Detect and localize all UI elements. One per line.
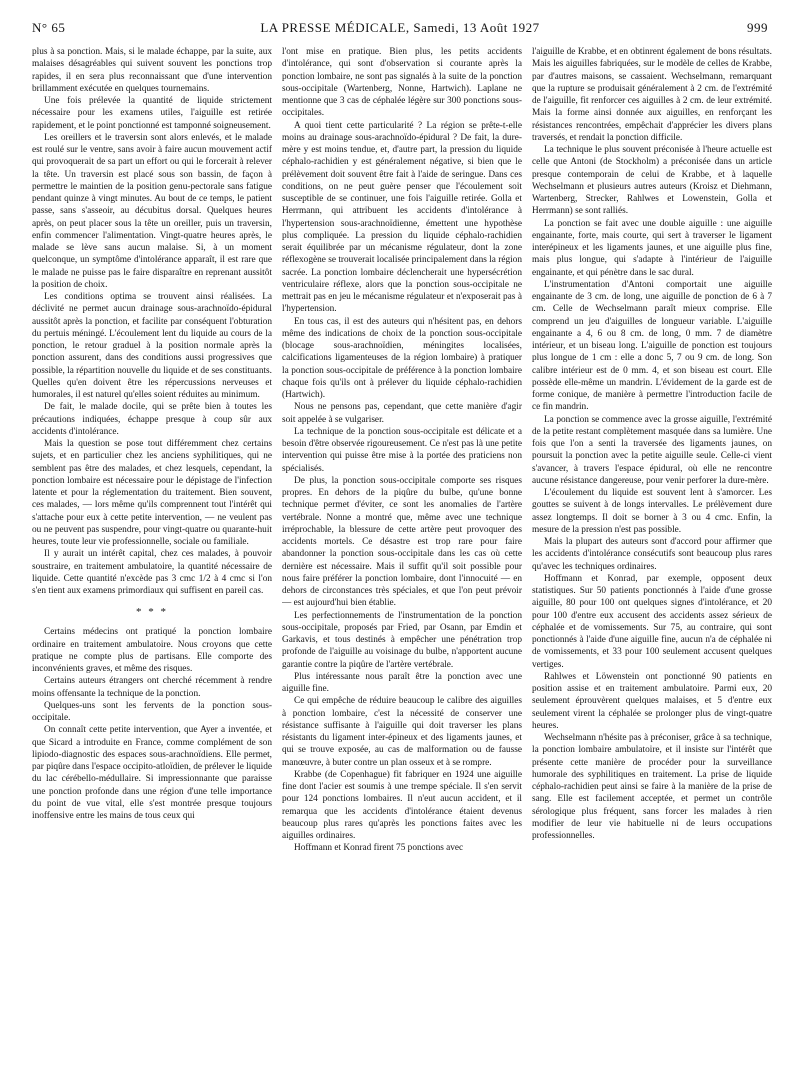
paragraph: Rahlwes et Löwenstein ont ponctionné 90 patients en position assise et en traitement ambulatoire. Parmi eux, 20 seulement éprouvèrent quelques malaises, et 5 d'entre eux seulement virent la céphalée se prolonger plus de vingt-quatre heures. bbox=[532, 671, 772, 731]
paragraph: Hoffmann et Konrad, par exemple, opposent deux statistiques. Sur 50 patients ponctionnés à l'aide d'une grosse aiguille, 80 pour 100 ont quelques signes d'intolérance, et 20 pour 100 d'entre eux accusent des accidents assez sérieux de céphalée et de vomissements. Sur 75, au contraire, qui sont ponctionnés à l'aide d'une aiguille fine, aucun n'a de céphalée ni de vomissements, et 33 pour 100 seulement accusent quelques vertiges. bbox=[532, 573, 772, 670]
paragraph: Les perfectionnements de l'instrumentation de la ponction sous-occipitale, proposés par Fried, par Osann, par Emdin et Garkavis, et tous destinés à empêcher une pénétration trop profonde de l'aiguille au voisinage du bulbe, n'apportent aucune garantie contre la piqûre de l'artère vertébrale. bbox=[282, 610, 522, 670]
paragraph: Wechselmann n'hésite pas à préconiser, grâce à sa technique, la ponction lombaire ambulatoire, et il insiste sur l'intérêt que présente cette manière de procéder pour la surveillance humorale des syphilitiques en traitement. La prise de liquide céphalo-rachidien peut ainsi se faire à la manière de la prise de sang. Elle est facilement acceptée, et permet un contrôle sérologique plus fréquent, sans forcer les malades à rien modifier de leur vie habituelle ni de leurs occupations professionnelles. bbox=[532, 733, 772, 841]
paragraph: Les oreillers et le traversin sont alors enlevés, et le malade est roulé sur le ventre, sans avoir à faire aucun mouvement actif qui provoquerait de sa part un effort ou qui le forcerait à relever la tête. Un traversin est placé sous son bassin, de façon à permettre le maintien de la position genu-pectorale sans fatigue pendant quinze à vingt minutes. Au bout de ce temps, le patient passe, sans s'asseoir, au décubitus dorsal. Quelques heures après, on peut placer sous la tête un oreiller, puis un traversin, enfin commencer l'alimentation. Vingt-quatre heures après, le malade se lève sans aucun malaise. Si, à un moment quelconque, un symptôme d'intolérance apparaît, il est rare que le malade ne puisse pas le faire disparaître en reprenant aussitôt la position de choix. bbox=[32, 132, 272, 290]
paragraph: Mais la question se pose tout différemment chez certains sujets, et en particulier chez les anciens syphilitiques, qui ne semblent pas être des malades, et chez lesquels, cependant, la ponction lombaire est nécessaire pour le dépistage de l'infection latente et pour la réglementation du traitement. Bien souvent, ces malades, — lors même qu'ils comprennent tout l'intérêt qui s'attache pour eux à cette petite intervention, — ne veulent pas ou ne peuvent pas suspendre, pour vingt-quatre ou quarante-huit heures, toute leur vie professionnelle, sociale ou familiale. bbox=[32, 439, 272, 547]
paragraph: Quelques-uns sont les fervents de la ponction sous-occipitale. bbox=[32, 700, 272, 723]
paragraph: Certains médecins ont pratiqué la ponction lombaire ordinaire en traitement ambulatoire. Nous croyons que cette pratique ne compte plus de partisans. Elle comporte des inconvénients graves, et même des risques. bbox=[32, 627, 272, 674]
column-left bbox=[32, 46, 272, 1076]
paragraph: Nous ne pensons pas, cependant, que cette manière d'agir soit appelée à se vulgariser. bbox=[282, 402, 522, 425]
paragraph: La ponction se commence avec la grosse aiguille, l'extrémité de la petite restant complètement masquée dans sa lumière. Une fois que l'on a senti la traversée des ligaments jaunes, on poursuit la ponction avec la petite aiguille seule. Celle-ci vient s'avancer, à travers l'espace épidural, où elle ne rencontre aucune résistance dangereuse, pour venir perforer la dure-mère. bbox=[532, 414, 772, 486]
paragraph: L'instrumentation d'Antoni comportait une aiguille engainante de 3 cm. de long, une aiguille de ponction de 6 à 7 cm. Celle de Wechselmann paraît mieux comprise. Elle comprend un jeu d'aiguilles de longueur variable. L'aiguille engainante a 4, 6 ou 8 cm. de long, 0 mm. 7 de diamètre intérieur, et un biseau long. L'aiguille de ponction est toujours plus longue de 1 cm : elle a donc 5, 7 ou 9 cm. de long. Son calibre intérieur est de 0 mm. 4, et son biseau est court. Elle possède elle-même un mandrin. L'évidement de la garde est de forme conique, de manière à permettre l'introduction facile de ce fin mandrin. bbox=[532, 279, 772, 413]
issue-number: N° 65 bbox=[32, 20, 66, 35]
paragraph: Ce qui empêche de réduire beaucoup le calibre des aiguilles à ponction lombaire, c'est la nécessité de conserver une résistance suffisante à l'aiguille qui doit traverser les plans résistants du ligament inter-épineux et des ligaments jaunes, et qui se trouve exposée, au cas de malformation ou de fausse manœuvre, à buter contre un plan osseux et à se rompre. bbox=[282, 696, 522, 768]
paragraph: La technique le plus souvent préconisée à l'heure actuelle est celle que Antoni (de Stockholm) a préconisée dans un article presque contemporain de celui de Krabbe, et à laquelle Wechselmann et plusieurs autres auteurs (Kroisz et Diehmann, Wartenberg, Strecker, Rahlwes et Lowenstein, Golla et Herrmann) se sont ralliés. bbox=[532, 145, 772, 217]
paragraph: Il y aurait un intérêt capital, chez ces malades, à pouvoir soustraire, en traitement ambulatoire, la quantité nécessaire de liquide. Cette quantité n'excède pas 3 cmc 1/2 à 4 cmc si l'on s'en tient aux examens primordiaux qui suffisent en pareil cas. bbox=[32, 549, 272, 596]
paragraph: De fait, le malade docile, qui se prête bien à toutes les précautions indiquées, échappe presque à coup sûr aux accidents d'intolérance. bbox=[32, 402, 272, 437]
paragraph: Les conditions optima se trouvent ainsi réalisées. La déclivité ne permet aucun drainage sous-arachnoïdo-épidural aussitôt après la ponction, et facilite par conséquent l'obturation du pertuis méningé. L'écoulement lent du liquide au cours de la ponction, le retour graduel à la position normale après la ponction assurent, dans des conditions aussi progressives que possible, la répartition nouvelle du liquide et de ses constituants. Quelles qu'en doivent être les répercussions nerveuses et humorales, il est naturel qu'elles soient réduites au minimum. bbox=[32, 292, 272, 400]
paragraph: Certains auteurs étrangers ont cherché récemment à rendre moins offensante la technique de la ponction. bbox=[32, 676, 272, 699]
paragraph: l'ont mise en pratique. Bien plus, les petits accidents d'intolérance, qui sont d'observation si courante après la ponction lombaire, ne sont pas signalés à la suite de la ponction sous-occipitale (Wartenberg, Nonne, Hartwich). Laplane ne mentionne que 3 cas de céphalée légère sur 300 ponctions sous-occipitales. bbox=[282, 47, 522, 119]
paragraph: L'écoulement du liquide est souvent lent à s'amorcer. Les gouttes se suivent à de longs intervalles. Le prélèvement dure assez longtemps. Il doit se borner à 3 ou 4 cmc. Enfin, la mesure de la pression n'est pas possible. bbox=[532, 488, 772, 535]
text-columns bbox=[32, 46, 772, 1076]
paragraph: plus à sa ponction. Mais, si le malade échappe, par la suite, aux malaises désagréables qui suivent souvent les ponctions trop rapides, il en sera plus reconnaissant que d'une intervention brillamment exécutée en quelques tournemains. bbox=[32, 47, 272, 94]
paragraph: La technique de la ponction sous-occipitale est délicate et a besoin d'être observée rigoureusement. Ce n'est pas là une petite intervention qui puisse être mise à la portée des praticiens non spécialisés. bbox=[282, 426, 522, 474]
paragraph: A quoi tient cette particularité ? La région se prête-t-elle moins au drainage sous-arachnoïdo-épidural ? De fait, la dure-mère y est moins tendue, et, d'autre part, la pression du liquide céphalo-rachidien y est généralement négative, si bien que le prélèvement doit souvent être fait à l'aide de seringue. Dans ces conditions, on ne peut guère penser que l'écoulement soit susceptible de se continuer, une fois l'aiguille retirée. Golla et Herrmann, qui attribuent les accidents d'intolérance à l'hypertension sous-arachnoïdienne, émettent une hypothèse plus compliquée. La pression du liquide céphalo-rachidien serait équilibrée par un mécanisme régulateur, dont la zone réflexogène se trouverait localisée principalement dans la région sacrée. La ponction lombaire déclencherait une hypersécrétion ventriculaire réflexe, alors que la ponction sous-occipitale ne mettrait pas en jeu le mécanisme régulateur et n'exposerait pas à l'hypertension. bbox=[282, 120, 522, 315]
paragraph: De plus, la ponction sous-occipitale comporte ses risques propres. En dehors de la piqûre du bulbe, qu'une bonne technique permet d'éviter, ce sont les anomalies de l'artère vertébrale. Nonne a montré que, même avec une technique irréprochable, la blessure de cette artère peut provoquer des accidents mortels. Ce désastre est trop rare pour faire abandonner la ponction sous-occipitale dans les cas où cette dernière est nécessaire. Mais il suffit qu'il soit possible pour nous faire préférer la ponction lombaire, dont l'innocuité — en dehors de circonstances très spéciales, et que l'on peut prévoir — est aujourd'hui bien établie. bbox=[282, 475, 522, 609]
paragraph: Mais la plupart des auteurs sont d'accord pour affirmer que les accidents d'intolérance consécutifs sont beaucoup plus rares qu'avec les techniques ordinaires. bbox=[532, 537, 772, 572]
paragraph: l'aiguille de Krabbe, et en obtinrent également de bons résultats. Mais les aiguilles fabriquées, sur le modèle de celles de Krabbe, par d'autres maisons, se cassaient. Wechselmann, remarquant que la rupture se produisait généralement à 2 cm. de l'extrémité de l'aiguille, fit renforcer ces aiguilles à 2 cm. de leur extrémité. Mais la forme ainsi donnée aux aiguilles, en renforçant les résistances rencontrées, empêchait d'apprécier les divers plans traversés, et rendait la ponction difficile. bbox=[532, 47, 772, 143]
column-right bbox=[532, 46, 772, 1076]
paragraph: Krabbe (de Copenhague) fit fabriquer en 1924 une aiguille fine dont l'acier est soumis à une trempe spéciale. Il s'en servit pour 124 ponctions lombaires. Il n'eut aucun accident, et il remarqua que les accidents d'intolérance étaient devenus beaucoup plus rares qu'après les ponctions faites avec les aiguilles ordinaires. bbox=[282, 769, 522, 841]
page-number: 999 bbox=[747, 20, 768, 35]
running-head bbox=[32, 18, 768, 38]
paragraph: Hoffmann et Konrad firent 75 ponctions avec bbox=[294, 843, 464, 854]
paragraph: En tous cas, il est des auteurs qui n'hésitent pas, en dehors même des indications de choix de la ponction sous-occipitale (blocage sous-arachnoïdien, méningites localisées, calcifications ligamenteuses de la région lombaire) à pratiquer la ponction sous-occipitale de préférence à la ponction lombaire chaque fois qu'ils ont à prélever du liquide céphalo-rachidien (Hartwich). bbox=[282, 316, 522, 400]
section-separator: * * * bbox=[136, 606, 168, 619]
paragraph: Plus intéressante nous paraît être la ponction avec une aiguille fine. bbox=[282, 671, 522, 694]
paragraph: La ponction se fait avec une double aiguille : une aiguille engainante, forte, mais courte, qui sert à traverser le ligament interépineux et les ligaments jaunes, et une aiguille plus fine, mais plus longue, qui s'adapte à l'intérieur de l'aiguille engainante, et qui pénètre dans le sac dural. bbox=[532, 218, 772, 278]
paragraph: Une fois prélevée la quantité de liquide strictement nécessaire pour les examens utiles, l'aiguille est retirée rapidement, et le point ponctionné est tamponné soigneusement. bbox=[32, 96, 272, 131]
paragraph: On connaît cette petite intervention, que Ayer a inventée, et que Sicard a introduite en France, comme complément de son lipiodo-diagnostic des espaces sous-arachnoïdiens. Elle permet, par piqûre dans l'espace occipito-atloïdien, de prélever le liquide du lac cérébello-médullaire. Si impressionnante que paraisse une ponction profonde dans une région d'une telle importance du point de vue vital, elle s'est montrée presque toujours inoffensive entre les mains de tous ceux qui bbox=[32, 725, 272, 821]
journal-title-date: LA PRESSE MÉDICALE, Samedi, 13 Août 1927 bbox=[260, 20, 540, 35]
column-middle bbox=[282, 46, 522, 1076]
